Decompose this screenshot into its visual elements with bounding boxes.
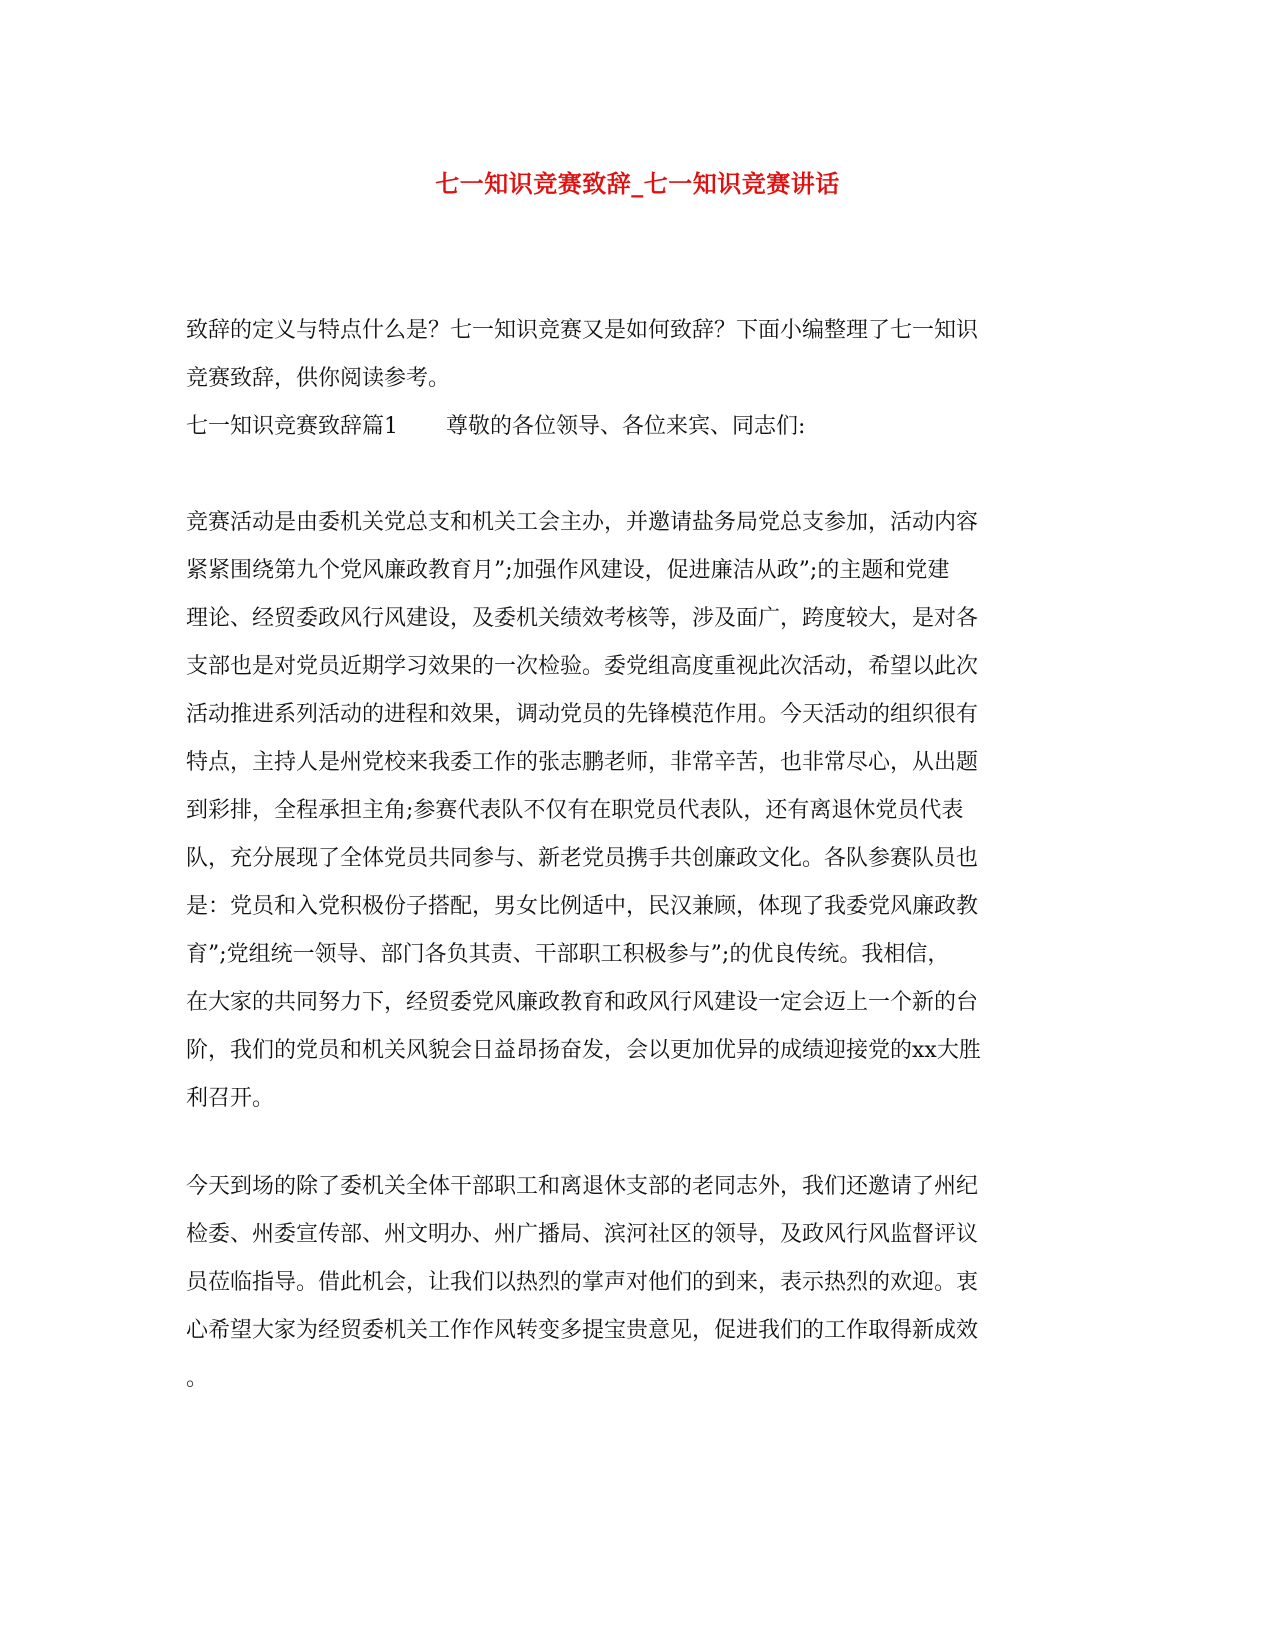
paragraph-2 xyxy=(186,1163,1086,1403)
section-heading-line xyxy=(186,403,805,451)
paragraph-line: 紧紧围绕第九个党风廉政教育月”;加强作风建设，促进廉洁从政”;的主题和党建 xyxy=(186,558,950,583)
paragraph-line: 活动推进系列活动的进程和效果，调动党员的先锋模范作用。今天活动的组织很有 xyxy=(186,702,979,727)
paragraph-line: 。 xyxy=(186,1366,209,1391)
paragraph-line: 员莅临指导。借此机会，让我们以热烈的掌声对他们的到来，表示热烈的欢迎。衷 xyxy=(186,1270,979,1295)
intro-paragraph xyxy=(186,307,1086,403)
paragraph-line: 到彩排，全程承担主角;参赛代表队不仅有在职党员代表队，还有离退休党员代表 xyxy=(186,798,964,823)
paragraph-line: 支部也是对党员近期学习效果的一次检验。委党组高度重视此次活动，希望以此次 xyxy=(186,654,979,679)
paragraph-line: 检委、州委宣传部、州文明办、州广播局、滨河社区的领导，及政风行风监督评议 xyxy=(186,1222,979,1247)
paragraph-line: 利召开。 xyxy=(186,1086,275,1111)
document-title: 七一知识竞赛致辞_七一知识竞赛讲话 xyxy=(435,169,840,198)
paragraph-line: 心希望大家为经贸委机关工作作风转变多提宝贵意见，促进我们的工作取得新成效 xyxy=(186,1318,979,1343)
paragraph-line: 队，充分展现了全体党员共同参与、新老党员携手共创廉政文化。各队参赛队员也 xyxy=(186,846,979,871)
section-heading: 七一知识竞赛致辞篇1 xyxy=(186,414,398,439)
paragraph-line: 理论、经贸委政风行风建设，及委机关绩效考核等，涉及面广，跨度较大，是对各 xyxy=(186,606,979,631)
salutation: 尊敬的各位领导、各位来宾、同志们: xyxy=(446,414,806,439)
paragraph-line: 育”;党组统一领导、部门各负其责、干部职工积极参与”;的优良传统。我相信， xyxy=(186,942,950,967)
intro-line: 竞赛致辞，供你阅读参考。 xyxy=(186,366,451,391)
paragraph-line: 是：党员和入党积极份子搭配，男女比例适中，民汉兼顾，体现了我委党风廉政教 xyxy=(186,894,979,919)
paragraph-line: 阶，我们的党员和机关风貌会日益昂扬奋发，会以更加优异的成绩迎接党的xx大胜 xyxy=(186,1038,981,1063)
paragraph-1 xyxy=(186,499,1086,1123)
paragraph-line: 今天到场的除了委机关全体干部职工和离退休支部的老同志外，我们还邀请了州纪 xyxy=(186,1174,979,1199)
paragraph-line: 竞赛活动是由委机关党总支和机关工会主办，并邀请盐务局党总支参加，活动内容 xyxy=(186,510,979,535)
intro-line: 致辞的定义与特点什么是？七一知识竞赛又是如何致辞？下面小编整理了七一知识 xyxy=(186,318,979,343)
paragraph-line: 特点，主持人是州党校来我委工作的张志鹏老师，非常辛苦，也非常尽心，从出题 xyxy=(186,750,979,775)
paragraph-line: 在大家的共同努力下，经贸委党风廉政教育和政风行风建设一定会迈上一个新的台 xyxy=(186,990,979,1015)
